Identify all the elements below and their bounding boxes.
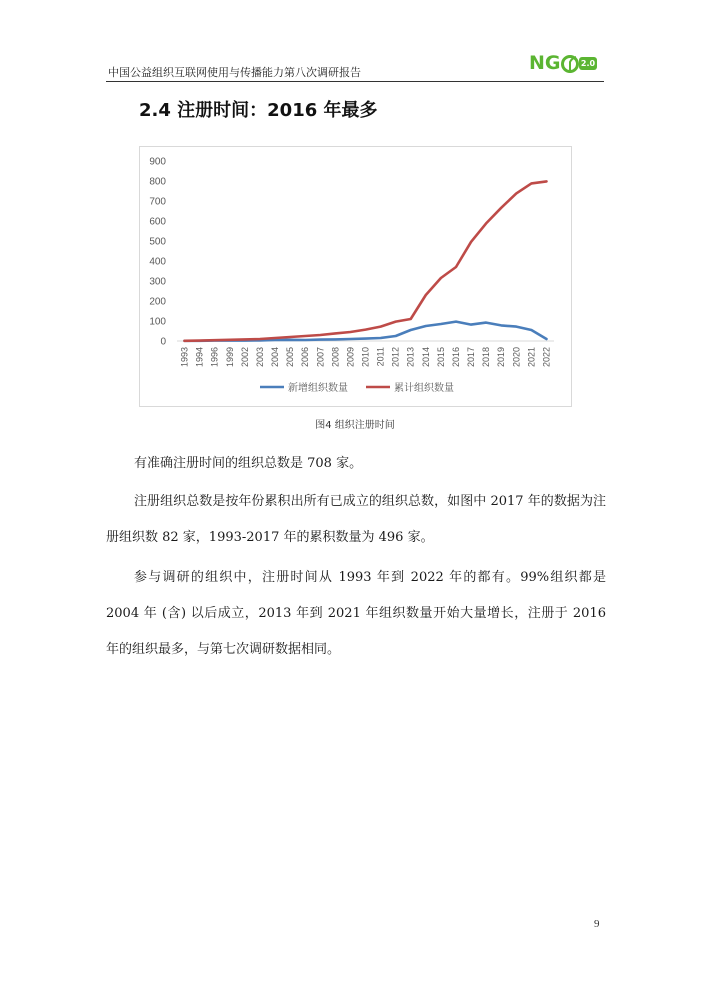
x-tick-label: 2015 — [435, 347, 446, 368]
y-tick-label: 700 — [149, 196, 166, 208]
ngo-logo — [529, 52, 599, 76]
logo-version-badge: 2.0 — [580, 59, 596, 68]
x-tick-label: 2021 — [526, 347, 537, 368]
x-tick-label: 2004 — [270, 347, 281, 368]
report-header-title: 中国公益组织互联网使用与传播能力第八次调研报告 — [108, 66, 361, 79]
logo-leaf-icon — [561, 53, 579, 75]
paragraph-3-text: 参与调研的组织中，注册时间从 1993 年到 2022 年的都有。99%组织都是 2004 年 (含) 以后成立，2013 年到 2021 年组织数量开始大量增长，注册于 2016 年的组织最多，与第七次调研数据相同。 — [106, 570, 606, 657]
y-tick-label: 400 — [149, 256, 166, 268]
legend-label-2: 累计组织数量 — [394, 383, 454, 394]
paragraph-2 — [106, 484, 606, 556]
y-tick-label: 900 — [149, 156, 166, 168]
y-tick-label: 800 — [149, 176, 166, 188]
x-tick-label: 2018 — [481, 347, 492, 368]
x-tick-label: 2010 — [360, 347, 371, 368]
x-tick-label: 2022 — [541, 347, 552, 368]
x-tick-label: 2014 — [420, 347, 431, 368]
paragraph-3 — [106, 560, 606, 668]
series-line-1 — [185, 322, 547, 341]
x-tick-label: 2016 — [450, 347, 461, 368]
paragraph-2-text: 注册组织总数是按年份累积出所有已成立的组织总数，如图中 2017 年的数据为注册组织数 82 家，1993-2017 年的累积数量为 496 家。 — [106, 494, 606, 545]
x-tick-label: 2011 — [375, 347, 386, 367]
logo-text: NG — [529, 52, 561, 74]
x-tick-label: 2003 — [254, 347, 265, 368]
x-tick-label: 2007 — [315, 347, 326, 368]
x-tick-label: 2002 — [239, 347, 250, 368]
line-chart-svg — [140, 147, 571, 406]
x-tick-label: 2006 — [300, 347, 311, 368]
x-tick-label: 2008 — [330, 347, 341, 368]
x-tick-label: 2009 — [345, 347, 356, 368]
x-tick-label: 2020 — [511, 347, 522, 368]
series-line-2 — [185, 181, 547, 340]
y-tick-label: 600 — [149, 216, 166, 228]
x-tick-label: 2013 — [405, 347, 416, 368]
x-tick-label: 2017 — [466, 347, 477, 368]
x-tick-label: 2012 — [390, 347, 401, 368]
x-tick-label: 1994 — [194, 347, 205, 368]
registration-time-chart — [139, 146, 572, 407]
figure-caption: 图4 组织注册时间 — [315, 420, 395, 431]
y-tick-label: 100 — [149, 316, 166, 328]
y-tick-label: 0 — [160, 336, 166, 348]
x-tick-label: 2019 — [496, 347, 507, 368]
paragraph-1 — [106, 446, 606, 482]
y-tick-label: 300 — [149, 276, 166, 288]
page-number: 9 — [594, 918, 600, 930]
x-tick-label: 1999 — [224, 347, 235, 368]
y-tick-label: 200 — [149, 296, 166, 308]
x-tick-label: 1996 — [209, 347, 220, 368]
legend-label-1: 新增组织数量 — [288, 383, 348, 394]
header-divider — [106, 81, 604, 82]
paragraph-1-text: 有准确注册时间的组织总数是 708 家。 — [134, 456, 363, 471]
x-tick-label: 2005 — [285, 347, 296, 368]
y-tick-label: 500 — [149, 236, 166, 248]
section-title: 2.4 注册时间：2016 年最多 — [139, 100, 378, 121]
x-tick-label: 1993 — [179, 347, 190, 368]
